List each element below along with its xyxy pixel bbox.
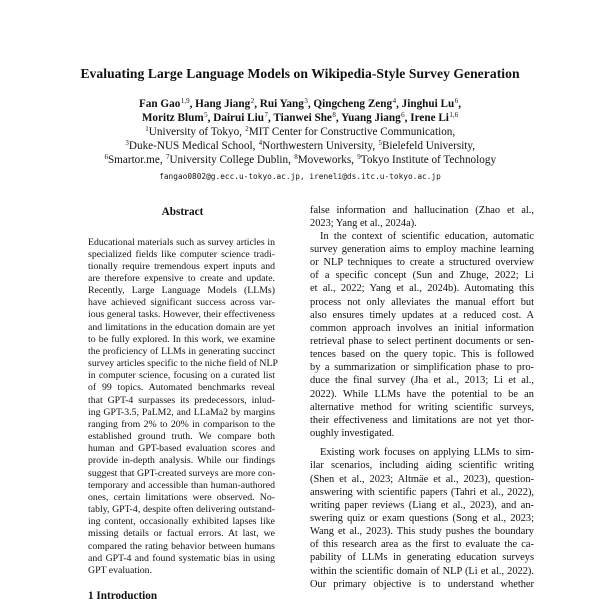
right-column-line: within the scientific domain of NLP (Li et al., 2022). — [310, 565, 534, 577]
right-column-line: Existing work focuses on applying LLMs to sim- — [320, 447, 534, 459]
affiliation-line-2 — [0, 140, 600, 154]
right-column-line: In the context of scientific education, automatic — [320, 230, 534, 242]
abstract-line: ranging from 2% to 20% in comparison to the — [88, 418, 275, 430]
author-name: Jinghui Lu — [401, 98, 455, 110]
affiliation-name: Bielefeld University, — [381, 140, 476, 152]
abstract-line: specialized fields like computer science tradi- — [88, 248, 275, 260]
abstract-line: missing details or factual errors. At last, we — [88, 528, 275, 540]
author-name: Irene Li — [410, 112, 449, 124]
right-column-line: Wang et al., 2023). This study pushes the boundary — [310, 526, 534, 538]
right-column-line: pability of LLMs in generating education surveys — [310, 552, 534, 564]
abstract-line: provide in-depth analysis. While our findings — [88, 455, 275, 467]
affiliation-number: 5 — [378, 139, 382, 147]
right-column-line: writing paper reviews (Liang et al., 2023), and an- — [310, 499, 534, 511]
affiliation-number: 1 — [145, 125, 149, 133]
right-column-line: by a summarization or simplification phase to pro- — [310, 362, 534, 374]
abstract-heading: Abstract — [161, 206, 204, 218]
right-column-line: ilar scenarios, including aiding scientific writing — [310, 460, 534, 472]
right-column-line: 2022). While LLMs have the potential to be an — [310, 388, 534, 400]
author-separator: , — [458, 98, 462, 110]
abstract-line: ones, certain limitations were observed. No- — [88, 491, 275, 503]
author-affiliation-mark: 4 — [392, 97, 397, 105]
right-column-line: duce the final survey (Jha et al., 2013; Li et al., — [310, 375, 534, 387]
right-column-line: their effectiveness and limitations are not yet thor- — [310, 414, 534, 426]
affiliation-name: Moveworks, — [297, 154, 357, 166]
affiliation-number: 9 — [357, 153, 361, 161]
abstract-line: ious general tasks. However, their effectiveness — [88, 309, 275, 321]
abstract-line: GPT evaluation. — [88, 564, 153, 576]
abstract-line: the proficiency of LLMs in generating succinct — [88, 345, 275, 357]
right-column-line: tences based on the query topic. This is followed — [310, 349, 534, 361]
author-separator: , — [396, 98, 402, 110]
abstract-line: tionally require tremendous expert inputs and — [88, 260, 275, 272]
abstract-line: are therefore expensive to create and update. — [88, 272, 275, 284]
author-affiliation-mark: 3 — [304, 97, 308, 105]
abstract-line: established ground truth. We compare both — [88, 431, 275, 443]
right-column-line: oughly investigated. — [310, 428, 395, 440]
author-affiliation-mark: 5 — [204, 111, 208, 119]
affiliation-number: 6 — [104, 153, 108, 161]
author-separator: , — [267, 112, 274, 124]
right-column-line: swering quiz or exam questions (Song et al., 2023; — [310, 512, 534, 524]
affiliation-line-1 — [0, 126, 600, 140]
right-column-line: common approach involves an initial information — [310, 322, 534, 334]
abstract-line: and limitations in the education domain are yet — [88, 321, 275, 333]
affiliation-number: 8 — [294, 153, 298, 161]
author-line-1 — [0, 98, 600, 112]
affiliation-line-3 — [0, 154, 600, 168]
affiliation-number: 7 — [165, 153, 170, 161]
author-affiliation-mark: 6 — [401, 111, 405, 119]
author-separator: , — [404, 112, 411, 124]
author-affiliation-mark: 7 — [264, 111, 268, 119]
author-affiliation-mark: 1,9 — [180, 97, 190, 105]
author-name: Tianwei She — [273, 112, 332, 124]
right-column-line: Our primary objective is to understand whether — [310, 578, 534, 590]
author-name: Yuang Jiang — [341, 112, 401, 124]
author-separator: , — [189, 98, 196, 110]
abstract-line: have achieved significant success across var- — [88, 297, 275, 309]
author-separator: , — [335, 112, 342, 124]
affiliation-number: 3 — [125, 139, 129, 147]
right-column-line: process not only alleviates the manual effort but — [310, 296, 534, 308]
affiliation-name: University of Tokyo, — [148, 126, 245, 138]
right-column-line: et al., 2022; Yang et al., 2024b). Automating this — [310, 283, 534, 295]
right-column-line: survey generation aims to employ machine learning — [310, 243, 534, 255]
author-affiliation-mark: 6 — [454, 97, 459, 105]
abstract-line: Educational materials such as survey articles in — [88, 236, 275, 248]
author-name: Moritz Blum — [141, 112, 204, 124]
author-affiliation-mark: 2 — [250, 97, 255, 105]
author-separator: , — [207, 112, 214, 124]
abstract-line: temporary and accessible than human-authored — [88, 479, 275, 491]
abstract-line: ing GPT-3.5, PaLM2, and LLaMa2 by margins — [88, 406, 275, 418]
right-column-line: retrieval phase to select pertinent documents or sen- — [310, 336, 534, 347]
abstract-line: human and GPT-based evaluation scores and — [88, 443, 275, 455]
right-column-line: 2023; Yang et al., 2024a). — [310, 217, 417, 229]
contact-emails: fangao0802@g.ecc.u-tokyo.ac.jp, ireneli@ds.itc.u-tokyo.ac.jp — [159, 172, 441, 181]
right-column-line: answering with scientific papers (Tahri et al., 2022), — [310, 486, 534, 498]
affiliation-name: MIT Center for Constructive Communication, — [248, 126, 456, 138]
author-line-2 — [0, 112, 600, 126]
affiliation-name: Tokyo Institute of Technology — [360, 154, 497, 166]
introduction-heading: 1 Introduction — [88, 590, 158, 600]
right-column-line: alternative method for writing scientific surveys, — [310, 401, 534, 413]
author-name: Hang Jiang — [195, 98, 251, 110]
affiliation-number: 4 — [258, 139, 263, 147]
abstract-line: tably, GPT-4, despite often delivering outstand- — [88, 504, 275, 516]
abstract-line: Recently, Large Language Models (LLMs) — [88, 285, 275, 297]
abstract-line: survey articles specific to the niche field of NLP — [88, 358, 278, 370]
author-name: Dairui Liu — [213, 112, 264, 124]
affiliation-name: Northwestern University, — [262, 140, 378, 152]
right-column-line: of this research area as the first to evaluate the ca- — [310, 539, 534, 551]
abstract-line: in computer science, focusing on a curated list — [88, 370, 275, 382]
author-separator: , — [307, 98, 314, 110]
affiliation-number: 2 — [245, 125, 249, 133]
paper-title: Evaluating Large Language Models on Wikipedia-Style Survey Generation — [80, 66, 520, 81]
abstract-line: ing content, occasionally exhibited lapses like — [88, 516, 275, 528]
abstract-line: suggest that GPT-created surveys are more con- — [88, 467, 276, 479]
abstract-line: to be fully explored. In this work, we examine — [88, 333, 275, 345]
author-affiliation-mark: 8 — [332, 111, 336, 119]
right-column-line: false information and hallucination (Zhao et al., — [310, 204, 534, 216]
right-column-line: of a specific concept (Sun and Zhuge, 2022; Li — [310, 270, 534, 282]
affiliation-name: Smartor.me, — [107, 154, 166, 166]
author-name: Fan Gao — [138, 98, 181, 110]
author-name: Qingcheng Zeng — [313, 98, 393, 110]
abstract-line: that GPT-4 surpasses its predecessors, inlud- — [88, 394, 275, 406]
right-column-line: (Shen et al., 2023; Altmäe et al., 2023), question- — [310, 473, 534, 485]
affiliation-name: University College Dublin, — [169, 154, 294, 166]
abstract-line: compared the rating behavior between humans — [88, 540, 275, 552]
right-column-line: also ensures timely updates at a reduced cost. A — [310, 309, 534, 321]
author-affiliation-mark: 1,6 — [449, 111, 459, 119]
author-name: Rui Yang — [259, 98, 304, 110]
affiliation-name: Duke-NUS Medical School, — [128, 140, 259, 152]
author-separator: , — [254, 98, 260, 110]
right-column-line: or NLP techniques to create a structured overview — [310, 257, 534, 269]
abstract-line: and GPT-4 and found systematic bias in using — [88, 552, 275, 564]
abstract-line: of 99 topics. Automated benchmarks reveal — [88, 382, 275, 394]
